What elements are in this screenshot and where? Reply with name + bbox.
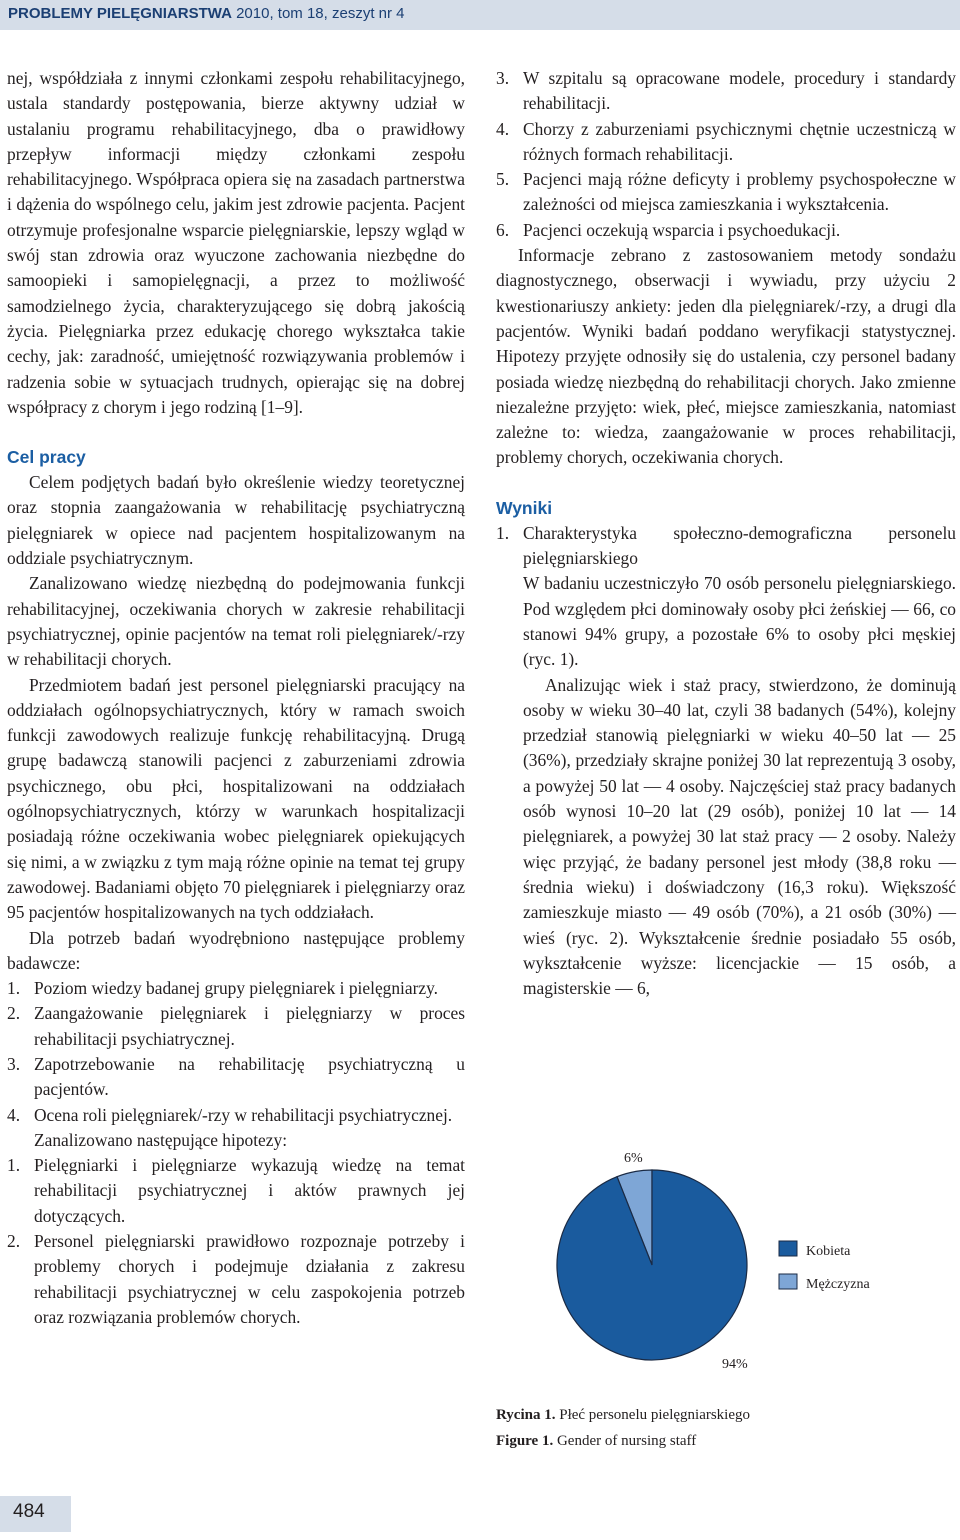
paragraph: Informacje zebrano z zastosowaniem metody sondażu diagnostycznego, obserwacji i wywiadu, przy użyciu 2 kwestionariuszy ankiety: jeden dla pielęgniarek/-rzy, a drugi dla pacjentów. Wyniki badań poddano weryfikacji statystycznej. Hipotezy przyjęte odnosiły się do ustalenia, czy personel badany posiada wiedzę niezbędną do rehabilitacji chorych. Jako zmienne niezależne przyjęto: wiek, płeć, miejsce zamieszkania, natomiast zależne to: wiedza, zaangażowanie w proces rehabilitacji, problemy chorych, oczekiwania chorych. — [496, 245, 956, 468]
hypotheses-intro: Zanalizowano następujące hipotezy: — [34, 1129, 288, 1150]
legend-label-female: Kobieta — [806, 1244, 851, 1259]
list-item: 1. Pielęgniarki i pielęgniarze wykazują wiedzę na temat rehabilitacji psychiatrycznej i aktów prawnych jej dotyczących. — [7, 1155, 465, 1226]
running-header — [0, 0, 960, 30]
research-problems-list — [7, 976, 465, 1128]
list-item: 6. Pacjenci oczekują wsparcia i psychoedukacji. — [496, 219, 841, 240]
legend-swatch-male — [779, 1274, 797, 1289]
issue-info: 2010, tom 18, zeszyt nr 4 — [231, 5, 405, 22]
figure-caption-pl: Rycina 1. Płeć personelu pielęgniarskiego — [496, 1407, 751, 1423]
data-label-female: 94% — [722, 1357, 748, 1372]
figure-1 — [496, 1125, 956, 1395]
pie-slice-female — [557, 1170, 747, 1360]
paragraph: Przedmiotem badań jest personel pielęgniarski pracujący na oddziałach ogólnopsychiatrycznych, który w ramach swoich funkcji zawodowych realizuje funkcję rehabilitacyjną. Drugą grupę badawczą stanowili pacjenci z zaburzeniami zdrowia psychicznego, obu płci, hospitalizowani na oddziałach ogólnopsychiatrycznych, którzy w warunkach hospitalizacji posiadają różne oczekiwania wobec pielęgniarek opiekujących się nimi, a w związku z tym mają różne opinie na temat tej grupy zawodowej. Badaniami objęto 70 pielęgniarek i pielęgniarzy oraz 95 pacjentów hospitalizowanych na tych oddziałach. — [7, 674, 465, 923]
header-text — [8, 5, 405, 22]
paragraph: Zanalizowano wiedzę niezbędną do podejmowania funkcji rehabilitacyjnej, oczekiwania chorych w zakresie rehabilitacji psychiatrycznej, opinie pacjentów na temat roli pielęgniarek/-rzy w rehabilitacji chorych. — [7, 573, 465, 670]
results-list — [496, 521, 956, 572]
list-item: 1. Poziom wiedzy badanej grupy pielęgniarek i pielęgniarzy. — [7, 978, 439, 999]
figure-caption-en: Figure 1. Gender of nursing staff — [496, 1433, 697, 1449]
paragraph: Dla potrzeb badań wyodrębniono następujące problemy badawcze: — [7, 927, 465, 973]
paragraph: nej, współdziała z innymi członkami zespołu rehabilitacyjnego, ustala standardy postępowania, bierze aktywny udział w ustalaniu programu rehabilitacyjnego, dba o prawidłowy przepływ informacji między członkami zespołu rehabilitacyjnego. Współpraca opiera się na zasadach partnerstwa i dążenia do wspólnego celu, jakim jest zdrowie pacjenta. Pacjent otrzymuje profesjonalne wsparcie pielęgniarskie, lepszy wgląd w swój stan zdrowia oraz wyuczone zachowania niezbędne do samoopieki i samopielęgnacji, a przez to możliwość samodzielnego życia, charakteryzującego się dobrą jakością życia. Pielęgniarka przez edukację chorego wykształca takie cechy, jak: zaradność, umiejętność rozwiązywania problemów i radzenia sobie w sytuacjach trudnych, opierając się na dobrej współpracy z chorym i jego rodziną [1–9]. — [7, 68, 465, 417]
pie-chart — [496, 1125, 956, 1395]
right-column — [496, 66, 956, 1001]
list-item: 1. Charakterystyka społeczno-demograficzna personelu pielęgniarskiego — [496, 522, 956, 569]
legend-swatch-female — [779, 1241, 797, 1256]
hypotheses-list-continued — [496, 66, 956, 243]
page-number: 484 — [13, 1501, 45, 1522]
paragraph: W badaniu uczestniczyło 70 osób personelu pielęgniarskiego. Pod względem płci dominowały osoby płci żeńskiej — 66, co stanowi 94% grupy, a pozostałe 6% to osoby płci męskiej (ryc. 1). — [523, 573, 956, 670]
paragraph: Analizując wiek i staż pracy, stwierdzono, że dominują osoby w wieku 30–40 lat, czyli 38 badanych (54%), kolejny przedział stanowią pielęgniarki w wieku 40–50 lat — 25 (36%), przedziały skrajne poniżej 30 lat reprezentują 3 osoby, a powyżej 50 lat — 4 osoby. Najczęściej staż pracy badanych osób wynosi 10–20 lat (29 osób), poniżej 10 lat — 14 pielęgniarek, a powyżej 30 lat staż pracy — 2 osoby. Należy więc przyjąć, że badany personel jest młody (38,8 roku — średnia wieku) i doświadczony (16,3 roku). Większość zamieszkuje miasto — 49 osób (70%), a 21 osób (30%) — wieś (ryc. 2). Wykształcenie średnie posiadało 55 osób, wykształcenie wyższe: licencjackie — 15 osób, a magisterskie — 6, — [523, 674, 956, 999]
legend-label-male: Mężczyzna — [806, 1277, 870, 1292]
list-item: 2. Personel pielęgniarski prawidłowo rozpoznaje potrzeby i problemy chorych i podejmuje działania z zakresu rehabilitacji psychiatrycznej w celu zaspokojenia potrzeb oraz rozwiązania problemów chorych. — [7, 1231, 465, 1327]
section-heading-results: Wyniki — [496, 497, 553, 518]
list-item: 3. Zapotrzebowanie na rehabilitację psychiatryczną u pacjentów. — [7, 1053, 465, 1100]
list-item: 4. Chorzy z zaburzeniami psychicznymi chętnie uczestniczą w różnych formach rehabilitacji. — [496, 118, 956, 164]
list-item: 2. Zaangażowanie pielęgniarek i pielęgniarzy w proces rehabilitacji psychiatrycznej. — [7, 1003, 465, 1049]
data-label-male: 6% — [624, 1151, 643, 1166]
paragraph: Celem podjętych badań było określenie wiedzy teoretycznej oraz stopnia zaangażowania w rehabilitację psychiatryczną pielęgniarek w opiece nad pacjentem hospitalizowanym na oddziale psychiatrycznym. — [7, 472, 465, 569]
list-item: 5. Pacjenci mają różne deficyty i problemy psychospołeczne w zależności od miejsca zamieszkania i wykształcenia. — [496, 169, 956, 215]
hypotheses-list — [7, 1153, 465, 1330]
list-item: 3. W szpitalu są opracowane modele, procedury i standardy rehabilitacji. — [496, 68, 956, 114]
page-number-box — [0, 1496, 71, 1532]
left-column — [7, 66, 465, 1330]
section-heading-aim: Cel pracy — [7, 447, 86, 468]
list-item: 4. Ocena roli pielęgniarek/-rzy w rehabilitacji psychiatrycznej. — [7, 1104, 453, 1125]
journal-name: PROBLEMY PIELĘGNIARSTWA — [8, 5, 232, 22]
